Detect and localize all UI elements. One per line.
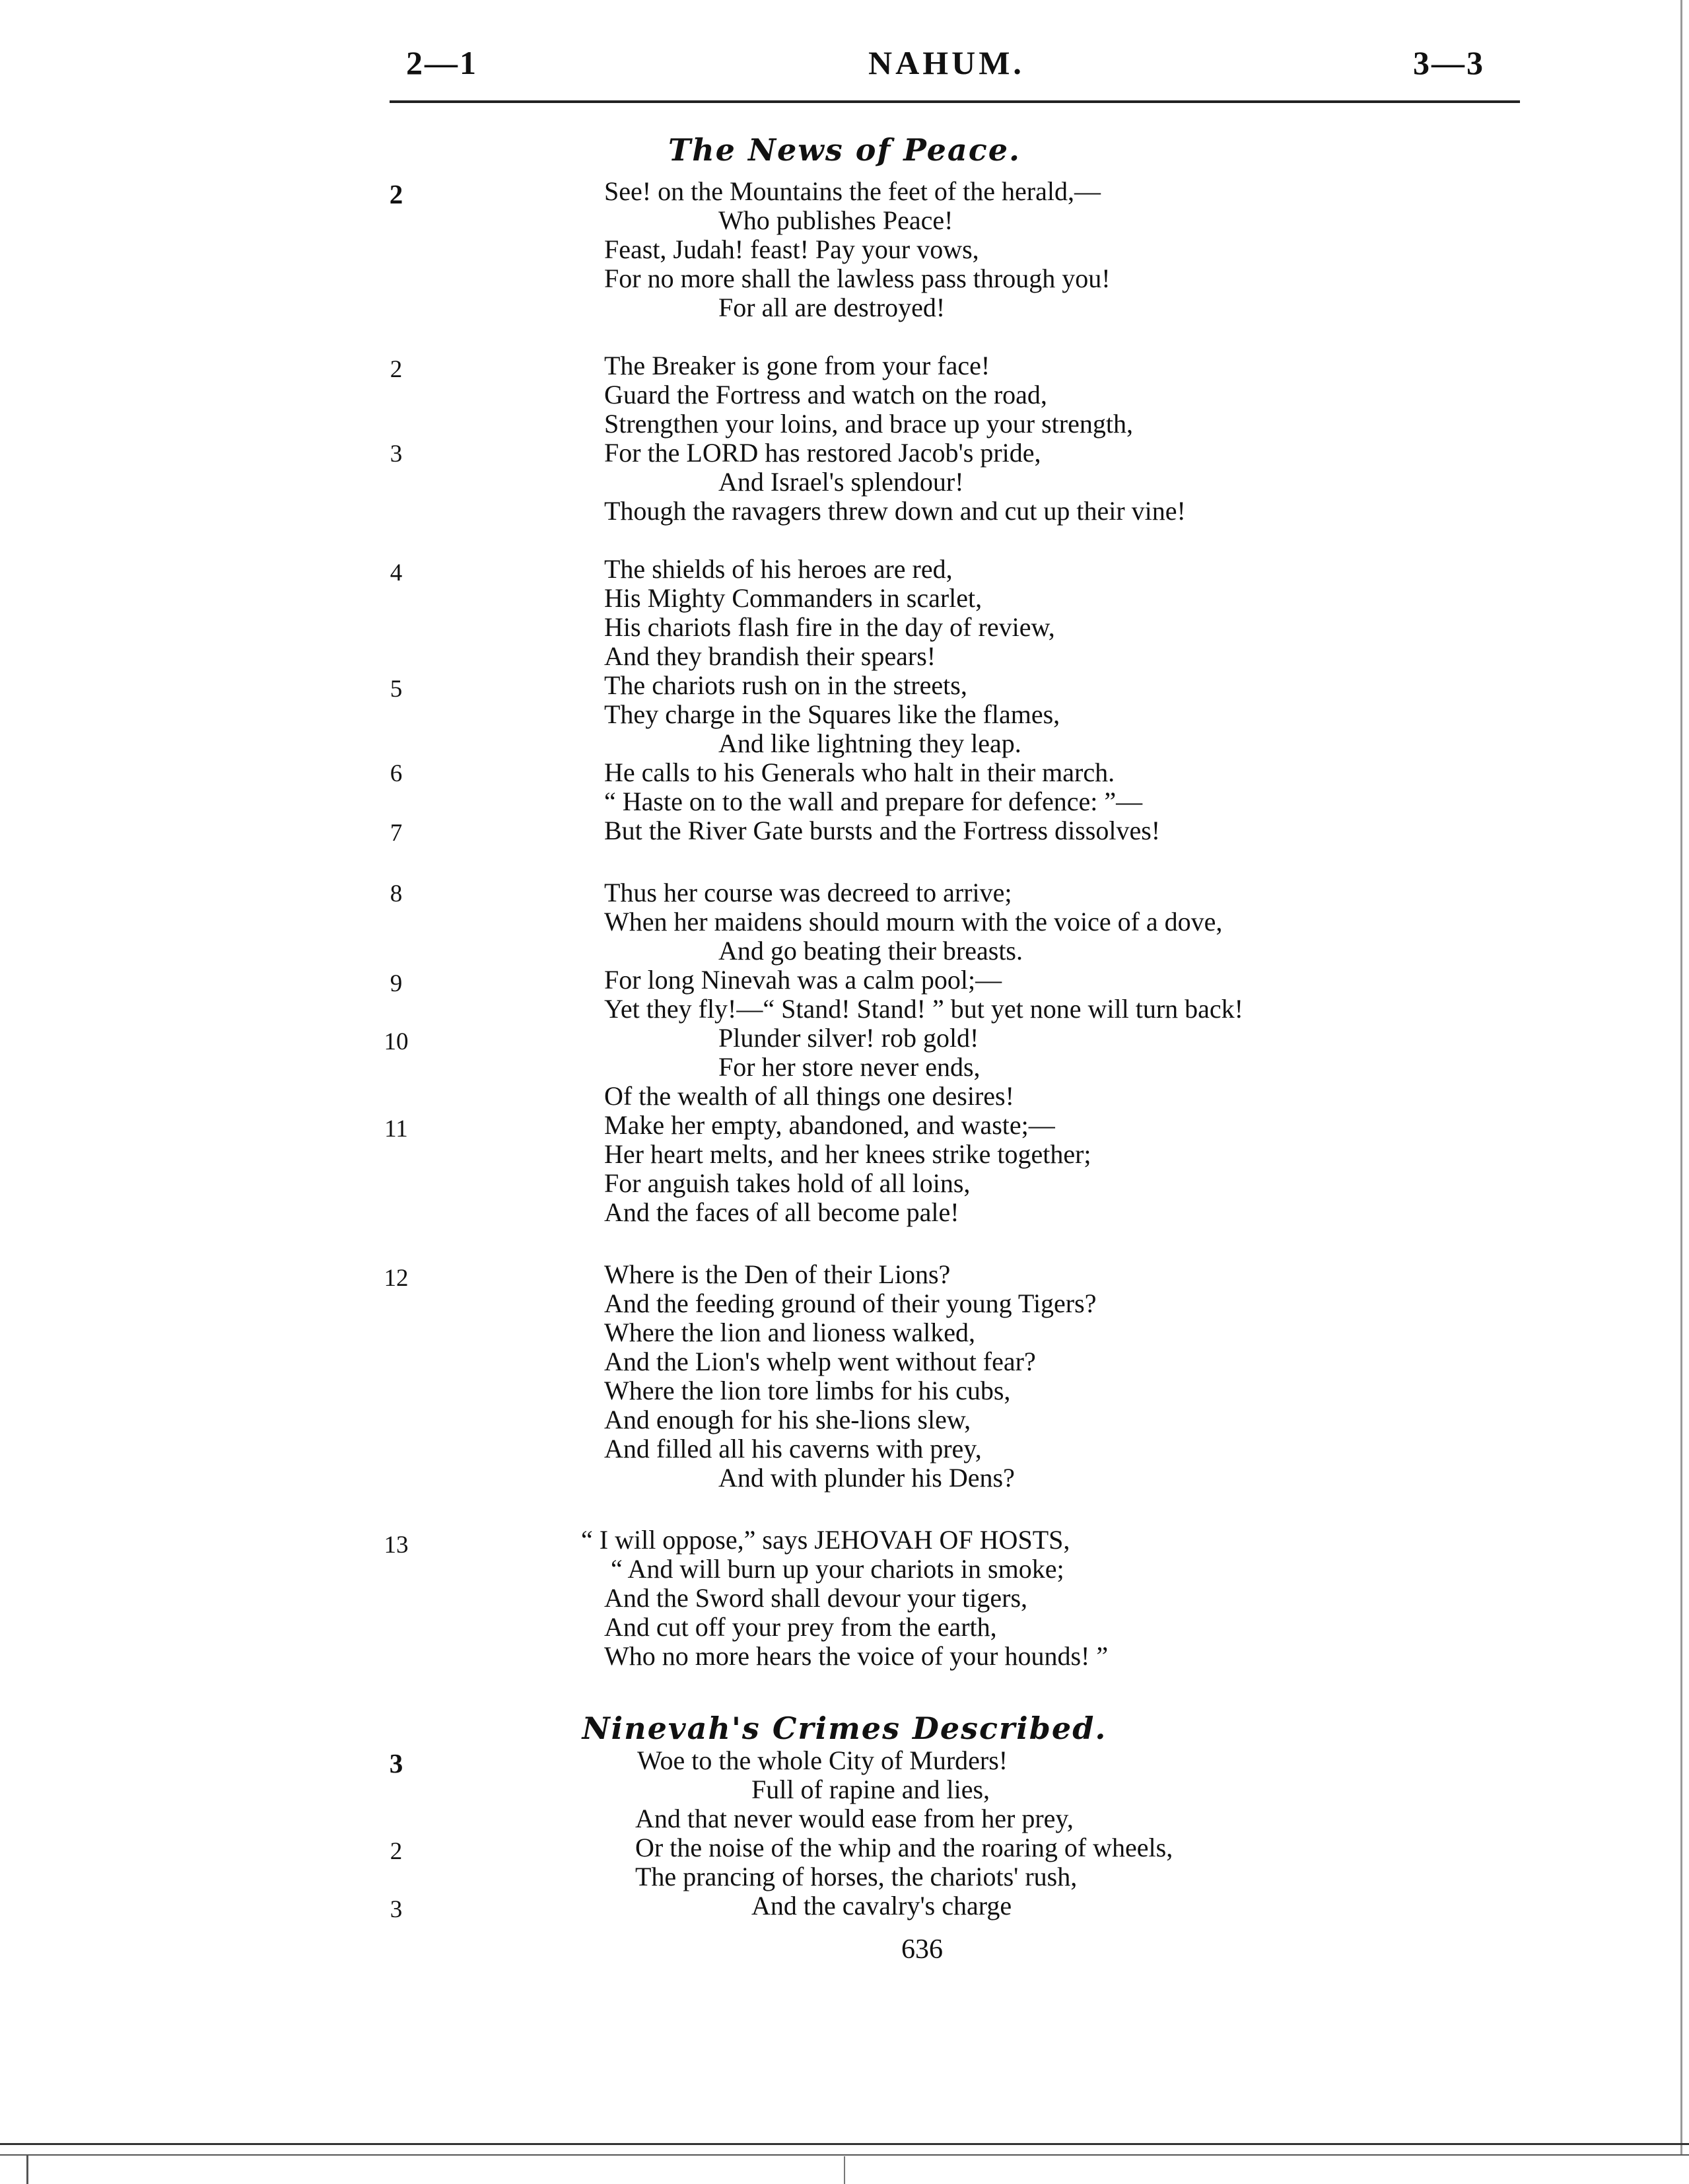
poem-line: And like lightning they leap.	[718, 728, 1021, 758]
header-chapter-range-end: 3—3	[1413, 44, 1485, 81]
page-number: 636	[901, 1934, 943, 1965]
header-chapter-range-start: 2—1	[406, 44, 478, 81]
poem-line: Where is the Den of their Lions?	[604, 1259, 951, 1289]
poem-line: And the faces of all become pale!	[604, 1197, 959, 1227]
poem-line: Guard the Fortress and watch on the road,	[604, 380, 1047, 409]
poem-line: And Israel's splendour!	[718, 467, 964, 497]
verse-number: 11	[384, 1115, 408, 1143]
poem-line: And enough for his she-lions slew,	[604, 1405, 971, 1434]
poem-line: And they brandish their spears!	[604, 641, 936, 671]
poem-line: The Breaker is gone from your face!	[604, 351, 990, 380]
poem-line: And the Lion's whelp went without fear?	[604, 1347, 1036, 1376]
poem-line: And that never would ease from her prey,	[635, 1804, 1074, 1833]
verse-number: 5	[390, 676, 403, 703]
poem-line: Make her empty, abandoned, and waste;—	[604, 1110, 1055, 1140]
scan-edge	[0, 2154, 1689, 2156]
poem-line: Her heart melts, and her knees strike together;	[604, 1139, 1091, 1169]
poem-line: Full of rapine and lies,	[751, 1775, 990, 1804]
poem-line: See! on the Mountains the feet of the herald,—	[604, 176, 1101, 206]
poem-line: For no more shall the lawless pass through you!	[604, 264, 1111, 293]
verse-number: 10	[384, 1028, 409, 1055]
poem-line: And filled all his caverns with prey,	[604, 1434, 982, 1463]
chapter-number: 2	[389, 179, 403, 209]
poem-line: And cut off your prey from the earth,	[604, 1612, 997, 1642]
poem-line: “ I will oppose,” says JEHOVAH OF HOSTS,	[581, 1525, 1070, 1555]
verse-number: 6	[390, 760, 403, 787]
poem-line: And go beating their breasts.	[718, 936, 1023, 966]
scan-edge	[1680, 0, 1682, 2154]
header-book-title: NAHUM.	[868, 44, 1025, 81]
poem-line: For the LORD has restored Jacob's pride,	[604, 438, 1041, 468]
section-heading: The News of Peace.	[668, 132, 1021, 168]
chapter-number: 3	[389, 1748, 403, 1779]
poem-line: Or the noise of the whip and the roaring of wheels,	[635, 1833, 1173, 1862]
poem-line: And the feeding ground of their young Tigers?	[604, 1288, 1097, 1318]
verse-number: 3	[390, 1896, 403, 1923]
poem-line: He calls to his Generals who halt in their march.	[604, 757, 1115, 787]
section-heading: Ninevah's Crimes Described.	[582, 1710, 1107, 1746]
verse-number: 2	[390, 356, 403, 383]
poem-line: “ And will burn up your chariots in smoke;	[611, 1554, 1064, 1584]
scan-edge	[26, 2154, 28, 2184]
poem-line: When her maidens should mourn with the voice of a dove,	[604, 907, 1223, 936]
poem-line: And the Sword shall devour your tigers,	[604, 1583, 1028, 1613]
poem-line: Yet they fly!—“ Stand! Stand! ” but yet none will turn back!	[604, 994, 1243, 1024]
poem-line: Feast, Judah! feast! Pay your vows,	[604, 234, 979, 264]
poem-line: And with plunder his Dens?	[718, 1463, 1015, 1493]
verse-number: 4	[390, 559, 403, 586]
poem-line: For long Ninevah was a calm pool;—	[604, 965, 1002, 995]
poem-line: “ Haste on to the wall and prepare for defence: ”—	[604, 787, 1143, 816]
poem-line: For her store never ends,	[718, 1052, 981, 1082]
verse-number: 13	[384, 1532, 409, 1559]
poem-line: Of the wealth of all things one desires!	[604, 1081, 1014, 1111]
poem-line: Where the lion tore limbs for his cubs,	[604, 1376, 1011, 1405]
poem-line: For anguish takes hold of all loins,	[604, 1168, 971, 1198]
poem-line: And the cavalry's charge	[751, 1891, 1012, 1920]
poem-line: Though the ravagers threw down and cut up their vine!	[604, 496, 1186, 526]
poem-line: The shields of his heroes are red,	[604, 554, 953, 584]
poem-line: The prancing of horses, the chariots' rush,	[635, 1862, 1078, 1891]
poem-line: For all are destroyed!	[718, 293, 946, 322]
poem-line: Plunder silver! rob gold!	[718, 1023, 979, 1053]
verse-number: 2	[390, 1838, 403, 1865]
poem-line: Where the lion and lioness walked,	[604, 1318, 976, 1347]
poem-line: Strengthen your loins, and brace up your strength,	[604, 409, 1133, 439]
verse-number: 8	[390, 880, 403, 907]
scan-edge	[844, 2156, 845, 2184]
poem-line: They charge in the Squares like the flames,	[604, 699, 1060, 729]
verse-number: 3	[390, 440, 403, 468]
poem-line: Who publishes Peace!	[718, 205, 953, 235]
poem-line: His chariots flash fire in the day of review,	[604, 612, 1055, 642]
verse-number: 9	[390, 970, 403, 997]
poem-line: Thus her course was decreed to arrive;	[604, 878, 1012, 907]
poem-line: Woe to the whole City of Murders!	[637, 1745, 1008, 1775]
poem-line: But the River Gate bursts and the Fortress dissolves!	[604, 816, 1161, 845]
poem-line: Who no more hears the voice of your hounds! ”	[604, 1641, 1109, 1671]
verse-number: 7	[390, 820, 403, 847]
scan-edge	[0, 2143, 1689, 2145]
poem-line: His Mighty Commanders in scarlet,	[604, 583, 982, 613]
poem-line: The chariots rush on in the streets,	[604, 670, 967, 700]
header-rule	[390, 100, 1520, 103]
verse-number: 12	[384, 1265, 409, 1292]
